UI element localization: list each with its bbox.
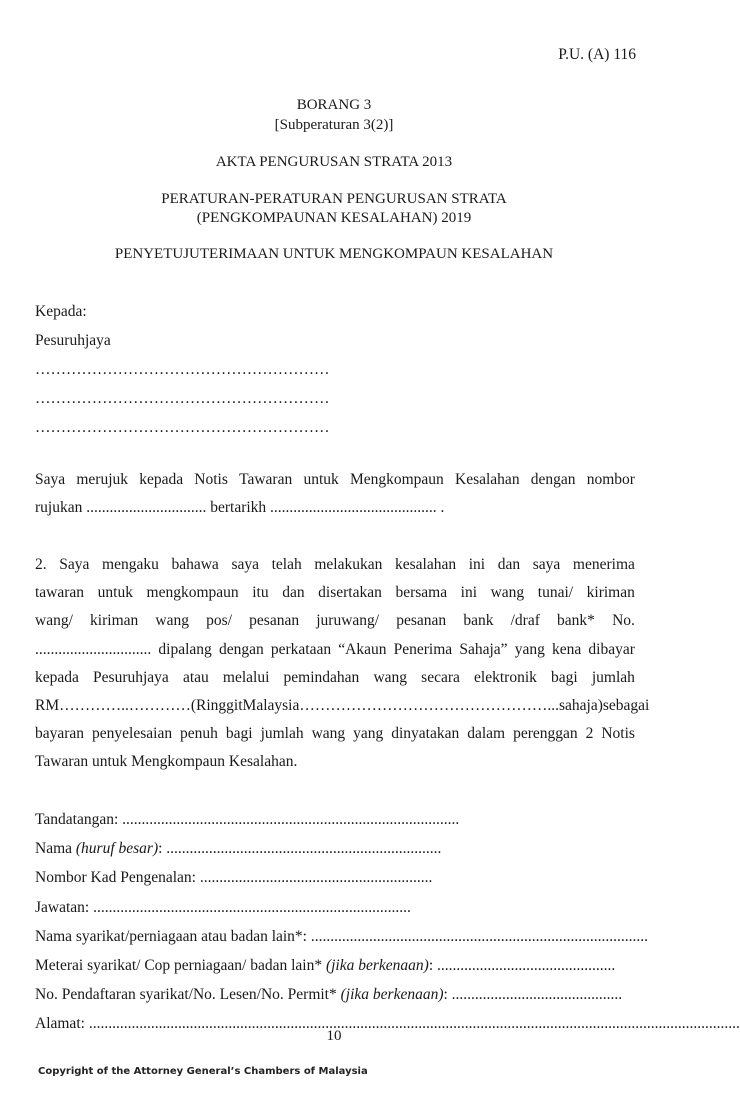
word: saya: [532, 556, 561, 573]
word: yang: [514, 640, 545, 658]
word: elektronik: [474, 668, 537, 686]
word: Kesalahan: [455, 471, 520, 488]
word: tawaran: [35, 584, 85, 602]
word: /draf: [510, 612, 540, 630]
word: yang: [353, 725, 384, 743]
paragraph-line: [35, 607, 635, 635]
company-field[interactable]: .......................................................................................: [310, 927, 648, 945]
name-hint: (huruf besar): [75, 840, 159, 858]
copyright-notice: Copyright of the Attorney General’s Chambers of Malaysia: [38, 1066, 368, 1077]
word: wang: [155, 612, 189, 630]
paragraph-line: [35, 579, 635, 607]
paragraph-line: [35, 692, 650, 720]
word: perkataan: [270, 640, 332, 658]
name-label: Nama: [35, 840, 73, 858]
company-row: [35, 922, 648, 951]
page-number: 10: [326, 1028, 342, 1044]
word: Sahaja”: [459, 640, 508, 658]
word: bank: [463, 612, 494, 630]
word: sahaja): [559, 696, 603, 714]
word: mengkompaun: [146, 584, 239, 602]
signature-label: Tandatangan:: [35, 811, 119, 828]
address-label: Alamat:: [35, 1015, 85, 1033]
position-field[interactable]: ..................................................................................: [93, 898, 411, 916]
paragraph-line: [35, 466, 635, 494]
word: melalui: [222, 668, 270, 686]
word: ..............................: [35, 640, 152, 658]
word: merujuk: [76, 471, 128, 488]
word: dengan: [530, 471, 576, 488]
word: wang/: [35, 612, 73, 630]
word: bagi: [225, 725, 253, 743]
paragraph-line: Tawaran untuk Mengkompaun Kesalahan.: [35, 753, 298, 771]
word: tunai/: [537, 584, 574, 602]
ic-field[interactable]: ............................................................: [199, 869, 433, 887]
word: wang: [311, 725, 346, 743]
word: Notis: [194, 471, 228, 488]
word: bahawa: [171, 556, 219, 573]
word: Notis: [601, 725, 635, 743]
company-label: Nama syarikat/perniagaan atau badan lain*:: [35, 927, 307, 945]
registration-hint: (jika berkenaan): [340, 986, 444, 1004]
word: 2.: [35, 556, 47, 573]
word: jumlah: [591, 668, 635, 686]
word: mengaku: [102, 556, 159, 573]
seal-hint: (jika berkenaan): [325, 956, 429, 974]
page-reference: P.U. (A) 116: [558, 46, 636, 63]
word: dan: [282, 584, 305, 602]
paragraph-line: [35, 720, 635, 748]
word: disertakan: [318, 584, 382, 602]
form-heading: PENYETUJUTERIMAAN UNTUK MENGKOMPAUN KESALAHAN: [114, 246, 554, 262]
position-row: [35, 893, 635, 922]
word: (Ringgit: [190, 696, 243, 714]
word: menerima: [572, 556, 635, 573]
word: kiriman: [90, 612, 139, 630]
word: dinyatakan: [391, 725, 460, 743]
word: kepada: [35, 668, 79, 686]
name-field[interactable]: : .......................................................................: [158, 840, 442, 858]
address-line: …………………………………………………: [35, 361, 330, 378]
seal-field[interactable]: : ..............................................: [428, 956, 616, 974]
word: nombor: [586, 471, 635, 488]
registration-field[interactable]: : ............................................: [443, 986, 623, 1004]
word: juruwang/: [316, 612, 380, 630]
paragraph-2: [35, 551, 650, 777]
word: dan: [497, 556, 521, 573]
word: ini: [468, 556, 486, 573]
word: jumlah: [260, 725, 304, 743]
word: telah: [271, 556, 302, 573]
seal-row: [35, 951, 635, 980]
word: Penerima: [393, 640, 453, 658]
word: bayaran: [35, 725, 85, 743]
position-label: Jawatan:: [35, 898, 90, 916]
word: Mengkompaun: [349, 471, 444, 488]
word: bersama: [395, 584, 448, 602]
to-label: Kepada:: [35, 303, 87, 320]
word: bank*: [557, 612, 595, 630]
word: bagi: [551, 668, 578, 686]
form-number: BORANG 3: [296, 97, 372, 113]
word: wang: [490, 584, 525, 602]
address-line: …………………………………………………: [35, 419, 330, 436]
regulations-title-line1: PERATURAN-PERATURAN PENGURUSAN STRATA: [161, 191, 507, 207]
word: RM…………..…………: [35, 696, 191, 714]
word: saya: [231, 556, 259, 573]
word: kesalahan: [395, 556, 457, 573]
signature-field[interactable]: .......................................................................................: [122, 811, 460, 828]
address-line: …………………………………………………: [35, 390, 330, 407]
recipient: Pesuruhjaya: [35, 332, 111, 349]
word: 2: [585, 725, 594, 743]
word: secara: [421, 668, 460, 686]
paragraph-line: [35, 664, 635, 692]
word: perenggan: [513, 725, 578, 743]
signature-row: [35, 805, 635, 834]
word: untuk: [303, 471, 339, 488]
word: kepada: [139, 471, 184, 488]
word: atau: [182, 668, 209, 686]
word: untuk: [97, 584, 133, 602]
word: pemindahan: [283, 668, 360, 686]
ic-label: Nombor Kad Pengenalan:: [35, 869, 196, 887]
word: kiriman: [586, 584, 635, 602]
sub-regulation: [Subperaturan 3(2)]: [274, 117, 394, 133]
word: dipalang: [158, 640, 212, 658]
word: pesanan: [396, 612, 447, 630]
ic-row: [35, 863, 635, 892]
word: dibayar: [588, 640, 635, 658]
word: pos/: [206, 612, 232, 630]
regulations-title-line2: (PENGKOMPAUNAN KESALAHAN) 2019: [196, 210, 472, 226]
address-block: [35, 297, 330, 442]
paragraph-line: rujukan ............................... bertarikh ........................................... .: [35, 499, 445, 517]
word: melakukan: [314, 556, 383, 573]
word: Tawaran: [239, 471, 293, 488]
word: dalam: [467, 725, 506, 743]
word: sebagai: [602, 696, 650, 714]
seal-label: Meterai syarikat/ Cop perniagaan/ badan lain*: [35, 956, 323, 974]
paragraph-line: [35, 636, 635, 664]
paragraph-1: [35, 466, 635, 522]
word: …………………………………………...: [299, 696, 559, 714]
word: pesanan: [249, 612, 300, 630]
word: No.: [612, 612, 635, 630]
word: Saya: [35, 471, 66, 488]
word: ini: [460, 584, 478, 602]
word: itu: [252, 584, 269, 602]
paragraph-line: [35, 551, 635, 579]
word: Malaysia: [242, 696, 300, 714]
declaration-form: [35, 805, 740, 1039]
registration-label: No. Pendaftaran syarikat/No. Lesen/No. Permit*: [35, 986, 337, 1004]
word: “Akaun: [338, 640, 387, 658]
registration-row: [35, 980, 635, 1009]
word: penuh: [180, 725, 218, 743]
word: dengan: [218, 640, 264, 658]
word: kena: [551, 640, 582, 658]
act-title: AKTA PENGURUSAN STRATA 2013: [215, 154, 453, 170]
word: Pesuruhjaya: [93, 668, 169, 686]
word: Saya: [59, 556, 90, 573]
word: wang: [373, 668, 408, 686]
address-field[interactable]: ........................................................................................................................................................................: [88, 1015, 740, 1033]
name-row: [35, 834, 635, 863]
word: penyelesaian: [92, 725, 173, 743]
